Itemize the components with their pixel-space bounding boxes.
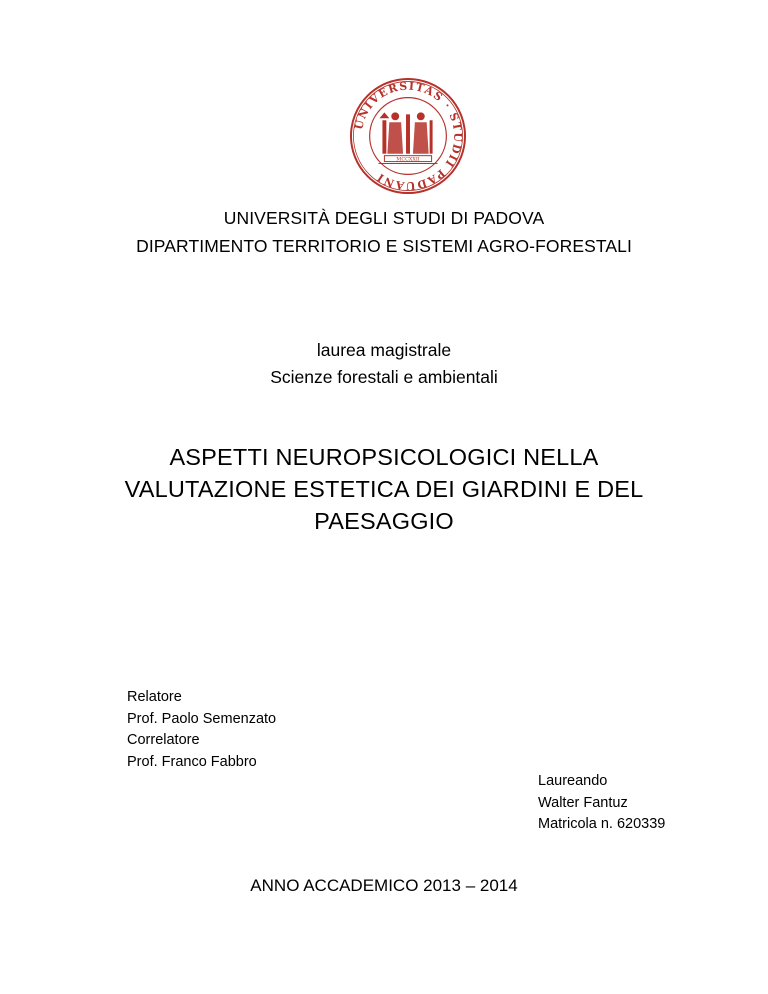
relatore-label: Relatore [127,689,182,705]
relatore-name: Prof. Paolo Semenzato [127,710,277,727]
correlatore-name: Prof. Franco Fabbro [127,753,257,770]
degree-course: Scienze forestali e ambientali [270,367,498,387]
seal-year-mark: MCCXXII [396,156,420,163]
thesis-title-line-1: ASPETTI NEUROPSICOLOGICI NELLA [169,444,599,470]
thesis-title-line-2: VALUTAZIONE ESTETICA DEI GIARDINI E DEL [124,476,644,502]
degree-level: laurea magistrale [316,340,452,360]
department-name: DIPARTIMENTO TERRITORIO E SISTEMI AGRO-FORESTALI [136,236,632,256]
seal-ring-text: UNIVERSITAS · STUDII PADUANI [352,79,465,193]
candidate-name: Walter Fantuz [538,794,628,811]
candidate-matricola: Matricola n. 620339 [538,816,666,832]
supervisors-block [127,687,276,773]
university-seal-logo [349,77,467,195]
university-name: UNIVERSITÀ DEGLI STUDI DI PADOVA [223,208,545,228]
candidate-label: Laureando [538,773,608,789]
correlatore-label: Correlatore [127,732,200,748]
thesis-title-line-3: PAESAGGIO [314,508,454,534]
candidate-block [538,771,665,836]
academic-year: ANNO ACCADEMICO 2013 – 2014 [250,876,518,895]
